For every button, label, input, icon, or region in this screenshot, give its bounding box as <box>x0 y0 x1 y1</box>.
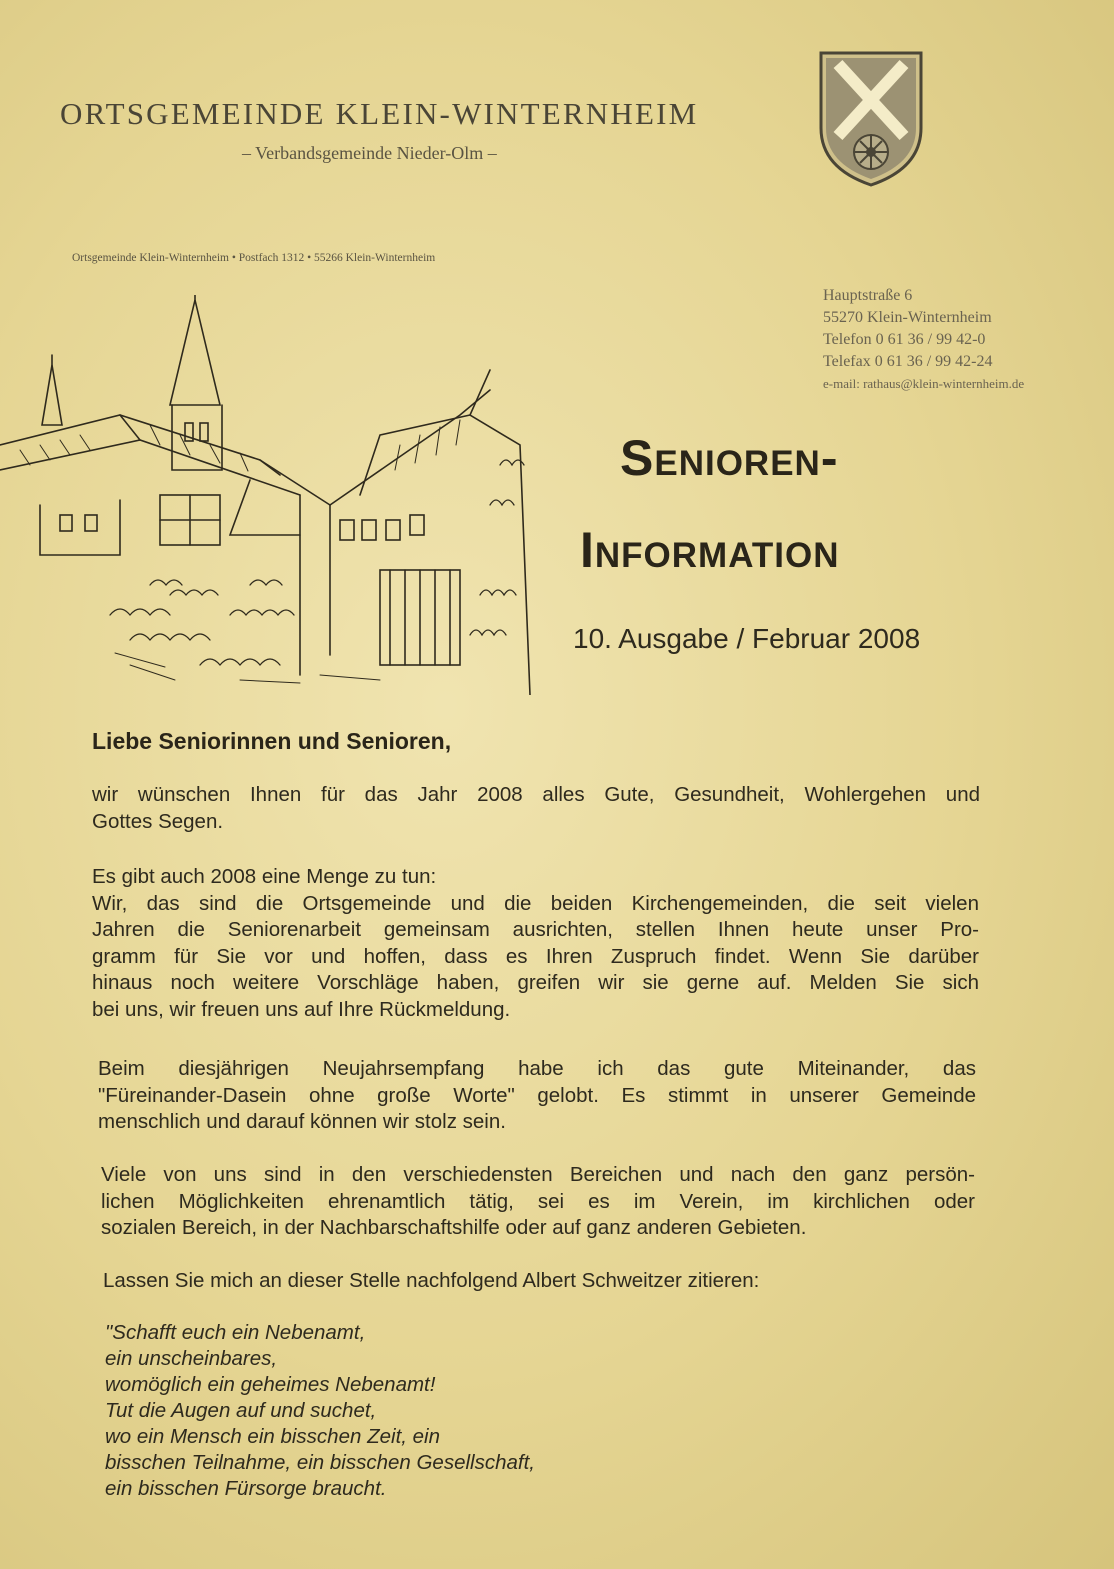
paragraph-line: "Füreinander-Dasein ohne große Worte" gelobt. Es stimmt in unserer Gemeinde <box>98 1083 976 1107</box>
address-email: e-mail: rathaus@klein-winternheim.de <box>823 376 1025 391</box>
quote-line: bisschen Teilnahme, ein bisschen Gesellschaft, <box>105 1451 535 1474</box>
quote-line: "Schafft euch ein Nebenamt, <box>105 1321 366 1344</box>
paragraph-line: Gottes Segen. <box>92 809 224 833</box>
paragraph-4 <box>101 1162 975 1242</box>
issue-info: 10. Ausgabe / Februar 2008 <box>573 623 921 654</box>
paragraph-line: gramm für Sie vor und hoffen, dass es Ihren Zuspruch findet. Wenn Sie darüber <box>92 944 979 968</box>
title-line-1: Senioren- <box>620 430 839 486</box>
quote-line: wo ein Mensch ein bisschen Zeit, ein <box>105 1425 441 1448</box>
paragraph-line: menschlich und darauf können wir stolz sein. <box>98 1110 506 1133</box>
quote-line: ein bisschen Fürsorge braucht. <box>105 1477 387 1500</box>
org-subtitle: – Verbandsgemeinde Nieder-Olm – <box>242 143 497 163</box>
schweitzer-quote <box>105 1320 535 1502</box>
paragraph-line: lichen Möglichkeiten ehrenamtlich tätig, sei es im Verein, im kirchlichen oder <box>101 1189 975 1213</box>
village-church-illustration <box>0 295 545 695</box>
contact-address <box>823 285 1024 395</box>
paragraph-line: Es gibt auch 2008 eine Menge zu tun: <box>92 865 437 888</box>
paragraph-1 <box>92 782 980 835</box>
org-title: ORTSGEMEINDE KLEIN-WINTERNHEIM <box>60 96 699 131</box>
address-street: Hauptstraße 6 <box>823 287 913 304</box>
paragraph-3 <box>98 1056 976 1136</box>
address-city: 55270 Klein-Winternheim <box>823 309 992 326</box>
paragraph-line: Beim diesjährigen Neujahrsempfang habe ich das gute Miteinander, das <box>98 1057 976 1080</box>
paragraph-line: hinaus noch weitere Vorschläge haben, greifen wir sie gerne auf. Melden Sie sich <box>92 971 979 994</box>
address-phone: Telefon 0 61 36 / 99 42-0 <box>823 331 986 348</box>
quote-line: ein unscheinbares, <box>105 1347 278 1370</box>
paragraph-line: Jahren die Seniorenarbeit gemeinsam ausrichten, stellen Ihnen heute unser Pro- <box>92 918 979 941</box>
quote-line: womöglich ein geheimes Nebenamt! <box>105 1373 436 1396</box>
address-fax: Telefax 0 61 36 / 99 42-24 <box>823 353 993 370</box>
coat-of-arms-icon <box>818 50 924 188</box>
sender-address-line: Ortsgemeinde Klein-Winternheim • Postfach 1312 • 55266 Klein-Winternheim <box>72 252 436 264</box>
paragraph-2 <box>92 864 979 1023</box>
paragraph-line: Viele von uns sind in den verschiedensten Bereichen und nach den ganz persön- <box>101 1163 975 1186</box>
paragraph-line: Wir, das sind die Ortsgemeinde und die beiden Kirchengemeinden, die seit vielen <box>92 891 979 915</box>
paragraph-line: Lassen Sie mich an dieser Stelle nachfolgend Albert Schweitzer zitieren: <box>103 1269 760 1292</box>
paragraph-5 <box>103 1268 963 1295</box>
document-title <box>580 412 1040 596</box>
paragraph-line: sozialen Bereich, in der Nachbarschaftshilfe oder auf ganz anderen Gebieten. <box>101 1216 807 1239</box>
letter-greeting: Liebe Seniorinnen und Senioren, <box>92 728 452 754</box>
quote-line: Tut die Augen auf und suchet, <box>105 1399 377 1422</box>
title-line-2: Information <box>580 522 840 578</box>
paragraph-line: bei uns, wir freuen uns auf Ihre Rückmeldung. <box>92 997 511 1021</box>
paragraph-line: wir wünschen Ihnen für das Jahr 2008 alles Gute, Gesundheit, Wohlergehen und <box>92 783 980 806</box>
